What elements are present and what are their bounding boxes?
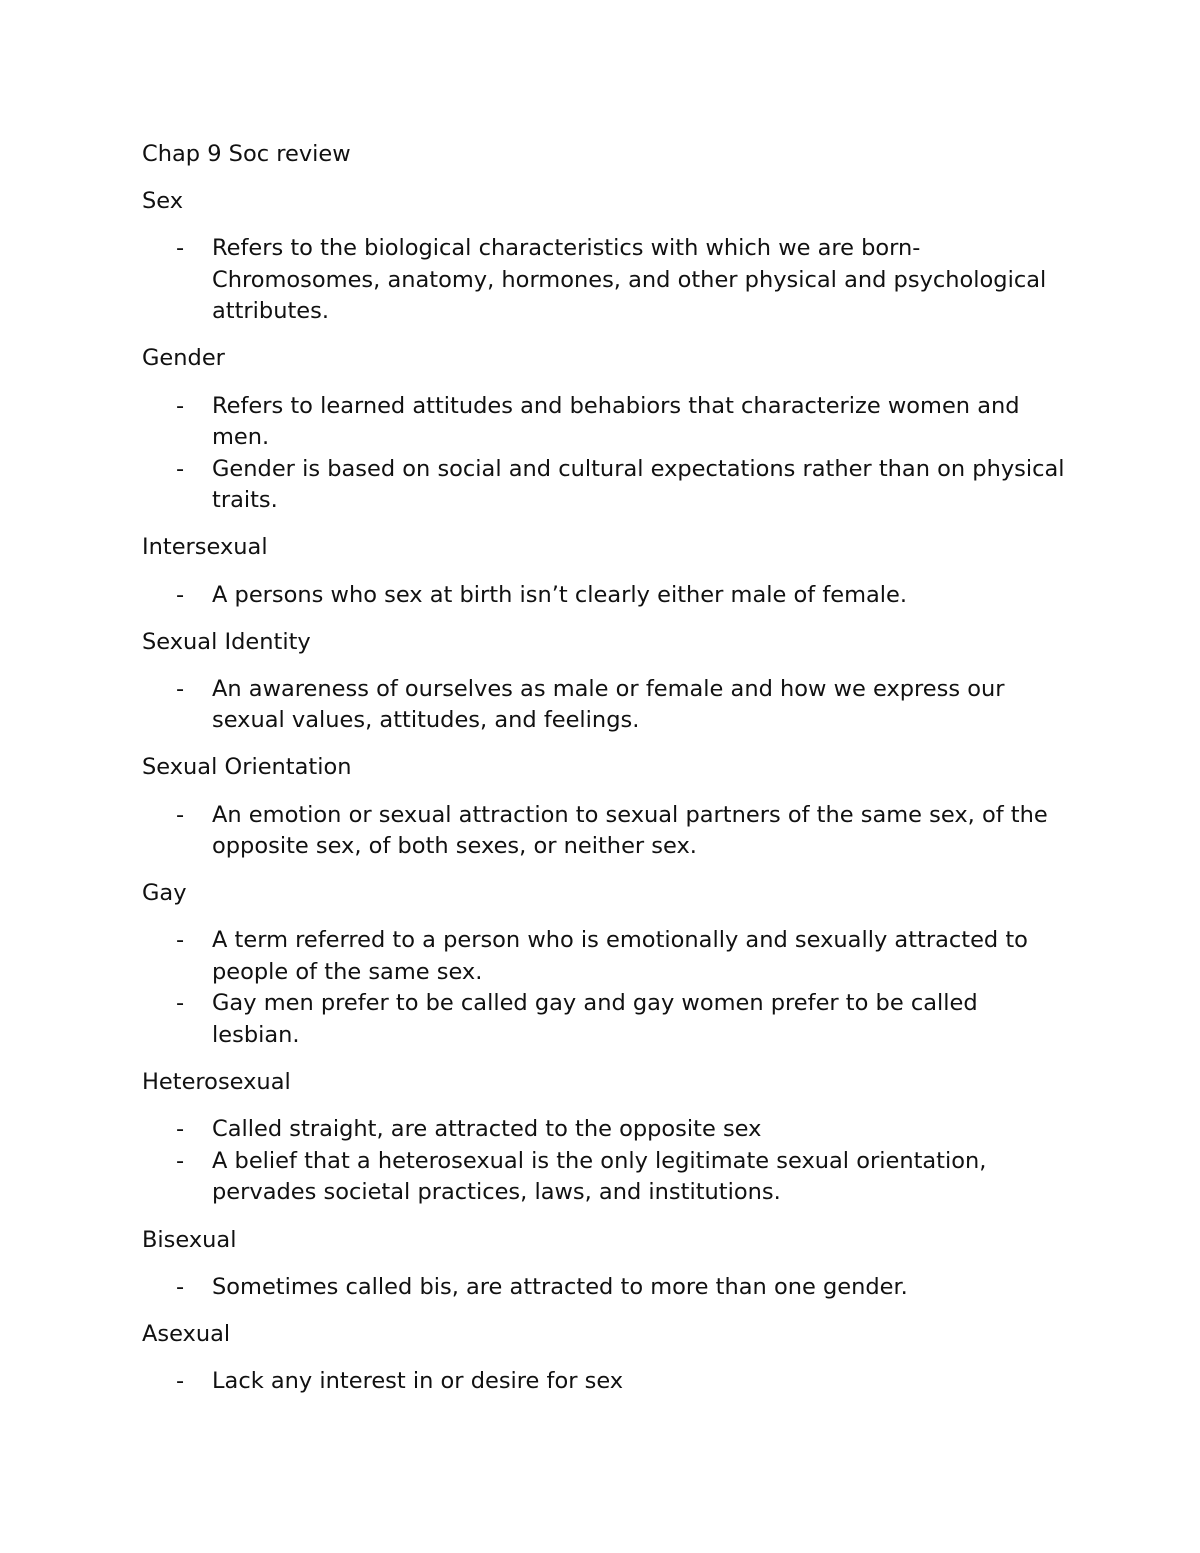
definition-item: - Refers to the biological characteristics with which we are born- Chromosomes, anatomy, hormones, and other physical and psychological attributes.	[142, 233, 1072, 328]
term-heading: Gender	[142, 345, 225, 372]
term-heading: Gay	[142, 880, 187, 907]
definition-item: - Lack any interest in or desire for sex	[142, 1366, 1072, 1398]
definition-item: - An emotion or sexual attraction to sexual partners of the same sex, of the opposite sex, of both sexes, or neither sex.	[142, 800, 1072, 863]
term-heading: Sex	[142, 188, 184, 215]
term-heading: Intersexual	[142, 534, 268, 561]
section-sexual-identity	[142, 627, 1072, 737]
definition-item: - Refers to learned attitudes and behabiors that characterize women and men.	[142, 391, 1072, 454]
definition-list	[142, 233, 1072, 328]
definition-list	[142, 391, 1072, 517]
definition-list	[142, 1366, 1072, 1398]
definition-item: - Sometimes called bis, are attracted to more than one gender.	[142, 1272, 1072, 1304]
definition-item: - A belief that a heterosexual is the only legitimate sexual orientation, pervades societal practices, laws, and institutions.	[142, 1146, 1072, 1209]
section-intersexual	[142, 532, 1072, 611]
term-heading: Sexual Identity	[142, 628, 311, 655]
definition-item: - Gender is based on social and cultural expectations rather than on physical traits.	[142, 454, 1072, 517]
term-heading: Asexual	[142, 1320, 231, 1347]
term-heading: Bisexual	[142, 1226, 237, 1253]
definition-list	[142, 1272, 1072, 1304]
term-heading: Heterosexual	[142, 1069, 291, 1096]
definition-item: - A term referred to a person who is emotionally and sexually attracted to people of the same sex.	[142, 925, 1072, 988]
document-page	[142, 139, 1072, 1413]
definition-list	[142, 1114, 1072, 1209]
definition-item: - An awareness of ourselves as male or female and how we express our sexual values, attitudes, and feelings.	[142, 674, 1072, 737]
definition-item: - A persons who sex at birth isn’t clearly either male of female.	[142, 580, 1072, 612]
section-sexual-orientation	[142, 752, 1072, 862]
section-asexual	[142, 1319, 1072, 1398]
section-bisexual	[142, 1225, 1072, 1304]
definition-item: - Gay men prefer to be called gay and gay women prefer to be called lesbian.	[142, 988, 1072, 1051]
section-gay	[142, 878, 1072, 1051]
section-heterosexual	[142, 1067, 1072, 1209]
section-gender	[142, 343, 1072, 516]
term-heading: Sexual Orientation	[142, 754, 352, 781]
section-sex	[142, 186, 1072, 328]
document-title: Chap 9 Soc review	[142, 141, 351, 167]
definition-list	[142, 800, 1072, 863]
definition-list	[142, 580, 1072, 612]
definition-list	[142, 674, 1072, 737]
definition-item: - Called straight, are attracted to the opposite sex	[142, 1114, 1072, 1146]
definition-list	[142, 925, 1072, 1051]
